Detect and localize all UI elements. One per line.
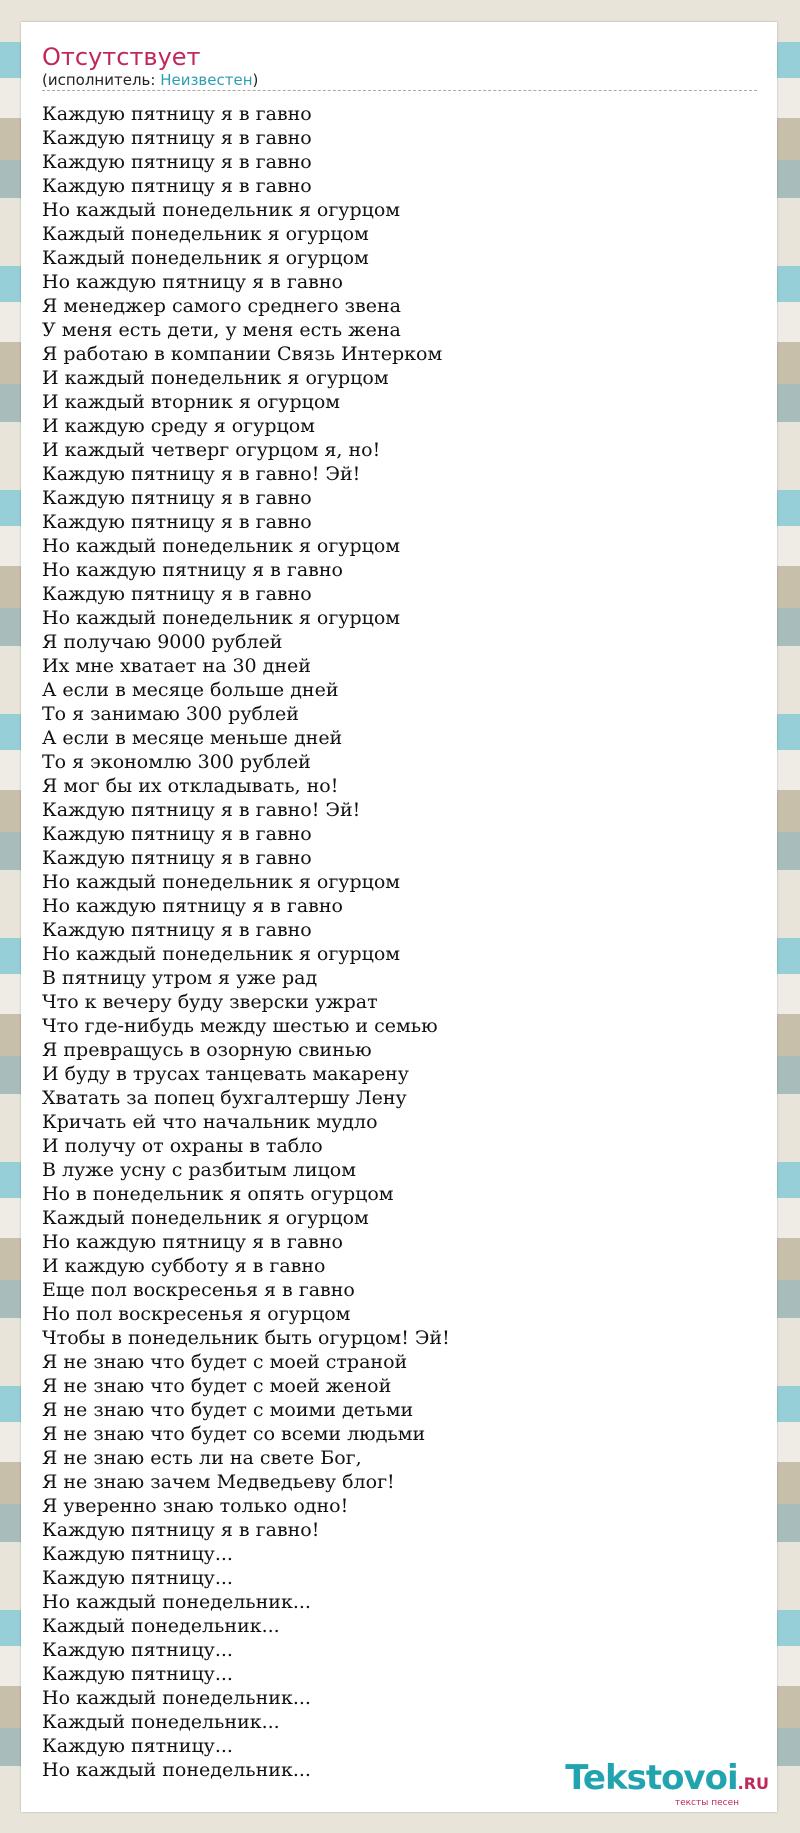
lyric-line: Я не знаю что будет с моей страной [42,1351,408,1373]
lyric-line: Каждую пятницу я в гавно! Эй! [42,799,361,821]
lyric-line: Каждый понедельник я огурцом [42,1207,369,1229]
lyric-line: То я занимаю 300 рублей [42,703,299,725]
lyric-line: И каждый вторник я огурцом [42,391,341,413]
site-logo[interactable] [565,1760,769,1808]
lyrics-text [42,102,450,1782]
lyric-line: Я мог бы их откладывать, но! [42,775,339,797]
lyric-line: Каждую пятницу... [42,1639,233,1661]
lyric-line: Каждую пятницу я в гавно [42,847,312,869]
lyric-line: И буду в трусах танцевать макарену [42,1063,409,1085]
lyric-line: Каждую пятницу... [42,1543,233,1565]
lyric-line: Чтобы в понедельник быть огурцом! Эй! [42,1327,450,1349]
performer-suffix: ) [252,71,259,89]
lyric-line: Но каждый понедельник я огурцом [42,871,401,893]
lyric-line: А если в месяце больше дней [42,679,339,701]
lyric-line: Их мне хватает на 30 дней [42,655,311,677]
performer-line [42,70,258,90]
lyric-line: Каждую пятницу я в гавно [42,487,312,509]
lyric-line: Что к вечеру буду зверски ужрат [42,991,378,1013]
lyric-line: Каждую пятницу я в гавно [42,127,312,149]
lyric-line: Но каждый понедельник... [42,1591,311,1613]
lyric-line: Каждую пятницу... [42,1735,233,1757]
logo-tld: .RU [737,1774,769,1793]
lyric-line: Каждую пятницу я в гавно! [42,1519,320,1541]
lyric-line: Но каждый понедельник я огурцом [42,535,401,557]
lyric-line: Но каждый понедельник я огурцом [42,199,401,221]
lyric-line: А если в месяце меньше дней [42,727,343,749]
lyric-line: Каждую пятницу... [42,1567,233,1589]
lyric-line: Каждую пятницу я в гавно [42,151,312,173]
song-title: Отсутствует [42,43,201,71]
lyric-line: Каждую пятницу... [42,1663,233,1685]
lyric-line: Каждую пятницу я в гавно [42,175,312,197]
performer-link[interactable]: Неизвестен [160,71,253,89]
lyric-line: Каждый понедельник... [42,1615,280,1637]
lyric-line: Я не знаю что будет с моими детьми [42,1399,414,1421]
lyric-line: Я превращусь в озорную свинью [42,1039,372,1061]
lyric-line: Но каждую пятницу я в гавно [42,271,343,293]
lyric-line: Но каждый понедельник я огурцом [42,607,401,629]
lyric-line: И получу от охраны в табло [42,1135,323,1157]
lyric-line: Я получаю 9000 рублей [42,631,283,653]
lyrics-card [21,22,777,1812]
lyric-line: И каждый четверг огурцом я, но! [42,439,381,461]
logo-tagline: тексты песен [674,1798,739,1808]
lyric-line: Я работаю в компании Связь Интерком [42,343,443,365]
performer-prefix: (исполнитель: [42,71,161,89]
logo-text: Tekstovoi [565,1758,738,1798]
lyric-line: Но каждый понедельник... [42,1687,311,1709]
lyric-line: Каждый понедельник я огурцом [42,223,369,245]
lyric-line: Каждую пятницу я в гавно [42,511,312,533]
lyric-line: Что где-нибудь между шестью и семью [42,1015,438,1037]
lyric-line: И каждую среду я огурцом [42,415,315,437]
lyric-line: Каждый понедельник... [42,1711,280,1733]
lyric-line: Хватать за попец бухгалтершу Лену [42,1087,407,1109]
lyric-line: Каждую пятницу я в гавно! Эй! [42,463,361,485]
lyric-line: У меня есть дети, у меня есть жена [42,319,401,341]
lyric-line: И каждый понедельник я огурцом [42,367,389,389]
lyric-line: Я не знаю зачем Медведьеву блог! [42,1471,395,1493]
lyric-line: То я экономлю 300 рублей [42,751,311,773]
lyric-line: Но пол воскресенья я огурцом [42,1303,351,1325]
lyric-line: Я менеджер самого среднего звена [42,295,401,317]
lyric-line: Я не знаю что будет со всеми людьми [42,1423,426,1445]
lyric-line: Каждую пятницу я в гавно [42,583,312,605]
lyric-line: Но каждый понедельник я огурцом [42,943,401,965]
lyric-line: Но каждую пятницу я в гавно [42,1231,343,1253]
lyric-line: Но каждую пятницу я в гавно [42,559,343,581]
lyric-line: Я уверенно знаю только одно! [42,1495,349,1517]
lyric-line: Я не знаю что будет с моей женой [42,1375,392,1397]
lyric-line: В луже усну с разбитым лицом [42,1159,356,1181]
lyric-line: Но каждую пятницу я в гавно [42,895,343,917]
lyric-line: Каждую пятницу я в гавно [42,823,312,845]
lyric-line: Кричать ей что начальник мудло [42,1111,378,1133]
lyric-line: Но в понедельник я опять огурцом [42,1183,394,1205]
divider [42,90,757,91]
lyric-line: Каждую пятницу я в гавно [42,103,312,125]
lyric-line: Еще пол воскресенья я в гавно [42,1279,355,1301]
lyric-line: В пятницу утром я уже рад [42,967,318,989]
lyric-line: Я не знаю есть ли на свете Бог, [42,1447,362,1469]
lyric-line: Каждый понедельник я огурцом [42,247,369,269]
lyric-line: Каждую пятницу я в гавно [42,919,312,941]
lyric-line: И каждую субботу я в гавно [42,1255,326,1277]
lyric-line: Но каждый понедельник... [42,1759,311,1781]
